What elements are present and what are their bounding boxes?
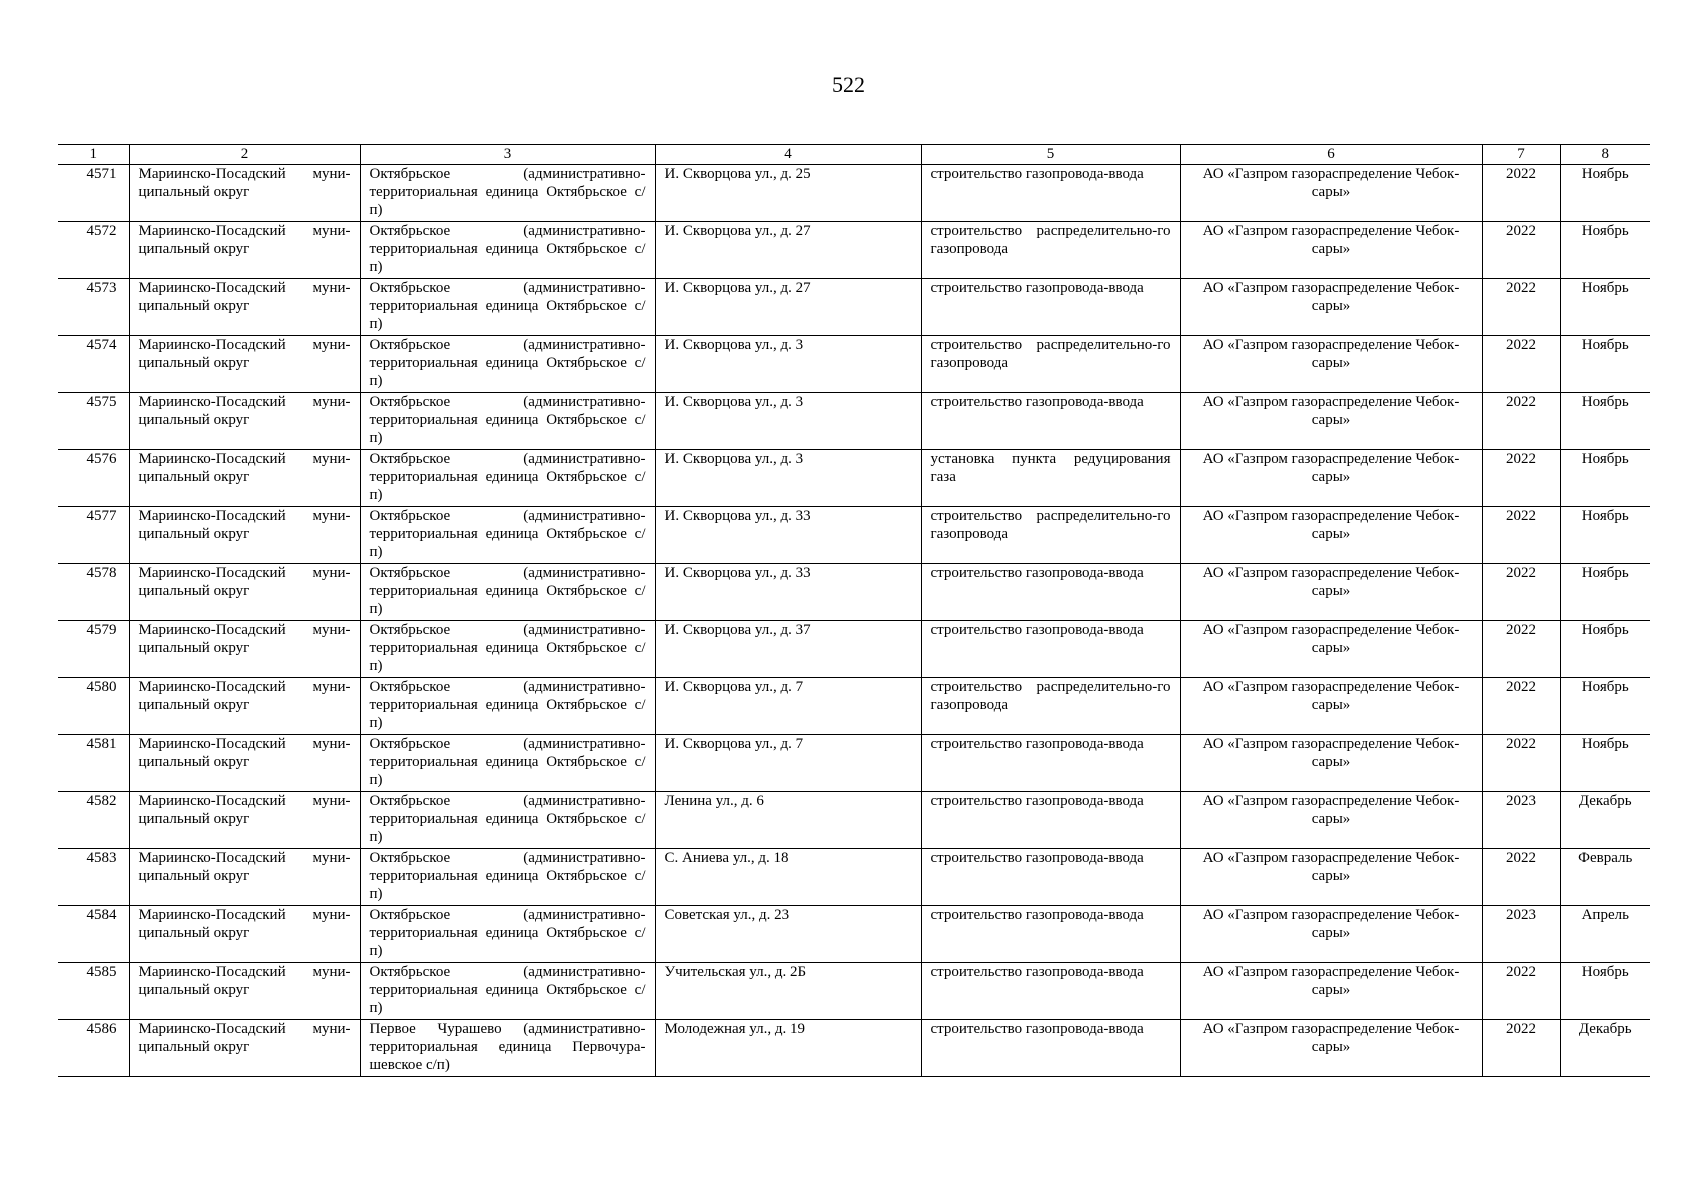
cell-organization: АО «Газпром газораспределение Чебок-сары»	[1180, 279, 1482, 336]
cell-organization: АО «Газпром газораспределение Чебок-сары»	[1180, 792, 1482, 849]
cell-organization: АО «Газпром газораспределение Чебок-сары»	[1180, 336, 1482, 393]
cell-organization: АО «Газпром газораспределение Чебок-сары»	[1180, 165, 1482, 222]
cell-month: Ноябрь	[1560, 564, 1650, 621]
cell-work-type: строительство газопровода-ввода	[921, 279, 1180, 336]
cell-month: Ноябрь	[1560, 678, 1650, 735]
cell-month: Декабрь	[1560, 1020, 1650, 1077]
cell-number: 4582	[58, 792, 129, 849]
cell-settlement: Октябрьское (административно-территориальная единица Октябрьское с/п)	[360, 678, 655, 735]
header-row	[58, 145, 1650, 165]
cell-district: Мариинско-Посадский муни-ципальный округ	[129, 906, 360, 963]
cell-organization: АО «Газпром газораспределение Чебок-сары»	[1180, 621, 1482, 678]
cell-address: И. Скворцова ул., д. 3	[655, 450, 921, 507]
cell-organization: АО «Газпром газораспределение Чебок-сары»	[1180, 393, 1482, 450]
cell-year: 2023	[1482, 792, 1560, 849]
cell-settlement: Октябрьское (административно-территориальная единица Октябрьское с/п)	[360, 393, 655, 450]
cell-organization: АО «Газпром газораспределение Чебок-сары»	[1180, 735, 1482, 792]
cell-organization: АО «Газпром газораспределение Чебок-сары»	[1180, 1020, 1482, 1077]
cell-work-type: строительство распределительно-го газопровода	[921, 222, 1180, 279]
table-row	[58, 678, 1650, 735]
cell-work-type: установка пункта редуцирования газа	[921, 450, 1180, 507]
cell-number: 4583	[58, 849, 129, 906]
cell-address: Ленина ул., д. 6	[655, 792, 921, 849]
cell-number: 4572	[58, 222, 129, 279]
column-header-1: 1	[58, 145, 129, 165]
cell-work-type: строительство распределительно-го газопровода	[921, 678, 1180, 735]
cell-month: Апрель	[1560, 906, 1650, 963]
cell-district: Мариинско-Посадский муни-ципальный округ	[129, 735, 360, 792]
cell-address: И. Скворцова ул., д. 3	[655, 393, 921, 450]
column-header-8: 8	[1560, 145, 1650, 165]
cell-district: Мариинско-Посадский муни-ципальный округ	[129, 507, 360, 564]
cell-year: 2022	[1482, 735, 1560, 792]
cell-number: 4578	[58, 564, 129, 621]
cell-address: И. Скворцова ул., д. 7	[655, 678, 921, 735]
cell-year: 2022	[1482, 621, 1560, 678]
cell-work-type: строительство распределительно-го газопровода	[921, 336, 1180, 393]
cell-month: Ноябрь	[1560, 507, 1650, 564]
cell-month: Ноябрь	[1560, 336, 1650, 393]
cell-year: 2022	[1482, 222, 1560, 279]
cell-year: 2022	[1482, 963, 1560, 1020]
cell-organization: АО «Газпром газораспределение Чебок-сары»	[1180, 849, 1482, 906]
cell-organization: АО «Газпром газораспределение Чебок-сары»	[1180, 222, 1482, 279]
cell-month: Ноябрь	[1560, 279, 1650, 336]
cell-settlement: Октябрьское (административно-территориальная единица Октябрьское с/п)	[360, 165, 655, 222]
cell-number: 4579	[58, 621, 129, 678]
cell-district: Мариинско-Посадский муни-ципальный округ	[129, 393, 360, 450]
cell-address: Советская ул., д. 23	[655, 906, 921, 963]
page-number: 522	[832, 72, 865, 97]
cell-year: 2022	[1482, 564, 1560, 621]
cell-district: Мариинско-Посадский муни-ципальный округ	[129, 621, 360, 678]
cell-year: 2022	[1482, 450, 1560, 507]
table-header	[58, 145, 1650, 165]
cell-settlement: Октябрьское (административно-территориальная единица Октябрьское с/п)	[360, 621, 655, 678]
cell-work-type: строительство газопровода-ввода	[921, 906, 1180, 963]
cell-year: 2022	[1482, 507, 1560, 564]
cell-organization: АО «Газпром газораспределение Чебок-сары»	[1180, 564, 1482, 621]
cell-settlement: Октябрьское (административно-территориальная единица Октябрьское с/п)	[360, 735, 655, 792]
cell-district: Мариинско-Посадский муни-ципальный округ	[129, 792, 360, 849]
column-header-2: 2	[129, 145, 360, 165]
cell-organization: АО «Газпром газораспределение Чебок-сары»	[1180, 450, 1482, 507]
cell-organization: АО «Газпром газораспределение Чебок-сары»	[1180, 906, 1482, 963]
cell-address: С. Аниева ул., д. 18	[655, 849, 921, 906]
cell-address: И. Скворцова ул., д. 37	[655, 621, 921, 678]
cell-work-type: строительство распределительно-го газопровода	[921, 507, 1180, 564]
cell-address: И. Скворцова ул., д. 27	[655, 279, 921, 336]
cell-settlement: Октябрьское (административно-территориальная единица Октябрьское с/п)	[360, 564, 655, 621]
cell-address: И. Скворцова ул., д. 27	[655, 222, 921, 279]
cell-work-type: строительство газопровода-ввода	[921, 735, 1180, 792]
cell-year: 2022	[1482, 393, 1560, 450]
cell-work-type: строительство газопровода-ввода	[921, 792, 1180, 849]
cell-month: Декабрь	[1560, 792, 1650, 849]
cell-district: Мариинско-Посадский муни-ципальный округ	[129, 279, 360, 336]
cell-address: И. Скворцова ул., д. 33	[655, 564, 921, 621]
cell-district: Мариинско-Посадский муни-ципальный округ	[129, 336, 360, 393]
cell-settlement: Октябрьское (административно-территориальная единица Октябрьское с/п)	[360, 450, 655, 507]
cell-work-type: строительство газопровода-ввода	[921, 165, 1180, 222]
cell-month: Ноябрь	[1560, 450, 1650, 507]
cell-settlement: Октябрьское (административно-территориальная единица Октябрьское с/п)	[360, 279, 655, 336]
cell-year: 2022	[1482, 336, 1560, 393]
cell-settlement: Октябрьское (административно-территориальная единица Октябрьское с/п)	[360, 906, 655, 963]
cell-month: Ноябрь	[1560, 222, 1650, 279]
cell-work-type: строительство газопровода-ввода	[921, 1020, 1180, 1077]
cell-settlement: Первое Чурашево (административно-территориальная единица Первочура-шевское с/п)	[360, 1020, 655, 1077]
table-row	[58, 279, 1650, 336]
cell-year: 2022	[1482, 279, 1560, 336]
cell-district: Мариинско-Посадский муни-ципальный округ	[129, 564, 360, 621]
cell-organization: АО «Газпром газораспределение Чебок-сары»	[1180, 963, 1482, 1020]
column-header-3: 3	[360, 145, 655, 165]
cell-number: 4577	[58, 507, 129, 564]
table-row	[58, 849, 1650, 906]
cell-number: 4575	[58, 393, 129, 450]
cell-year: 2022	[1482, 165, 1560, 222]
cell-address: И. Скворцова ул., д. 33	[655, 507, 921, 564]
cell-number: 4574	[58, 336, 129, 393]
cell-number: 4576	[58, 450, 129, 507]
cell-address: И. Скворцова ул., д. 25	[655, 165, 921, 222]
cell-work-type: строительство газопровода-ввода	[921, 963, 1180, 1020]
table-row	[58, 450, 1650, 507]
cell-settlement: Октябрьское (административно-территориальная единица Октябрьское с/п)	[360, 963, 655, 1020]
table-row	[58, 564, 1650, 621]
table-row	[58, 963, 1650, 1020]
cell-district: Мариинско-Посадский муни-ципальный округ	[129, 963, 360, 1020]
cell-number: 4571	[58, 165, 129, 222]
table-row	[58, 507, 1650, 564]
column-header-5: 5	[921, 145, 1180, 165]
cell-number: 4586	[58, 1020, 129, 1077]
cell-organization: АО «Газпром газораспределение Чебок-сары»	[1180, 507, 1482, 564]
cell-work-type: строительство газопровода-ввода	[921, 849, 1180, 906]
table-row	[58, 621, 1650, 678]
cell-settlement: Октябрьское (административно-территориальная единица Октябрьское с/п)	[360, 507, 655, 564]
cell-organization: АО «Газпром газораспределение Чебок-сары»	[1180, 678, 1482, 735]
registry-table	[58, 144, 1650, 1077]
table-row	[58, 165, 1650, 222]
table-body	[58, 165, 1650, 1077]
cell-district: Мариинско-Посадский муни-ципальный округ	[129, 450, 360, 507]
cell-district: Мариинско-Посадский муни-ципальный округ	[129, 222, 360, 279]
cell-settlement: Октябрьское (административно-территориальная единица Октябрьское с/п)	[360, 849, 655, 906]
cell-number: 4585	[58, 963, 129, 1020]
cell-district: Мариинско-Посадский муни-ципальный округ	[129, 165, 360, 222]
cell-month: Ноябрь	[1560, 963, 1650, 1020]
cell-month: Ноябрь	[1560, 621, 1650, 678]
cell-address: И. Скворцова ул., д. 7	[655, 735, 921, 792]
cell-year: 2022	[1482, 1020, 1560, 1077]
cell-address: Учительская ул., д. 2Б	[655, 963, 921, 1020]
cell-settlement: Октябрьское (административно-территориальная единица Октябрьское с/п)	[360, 222, 655, 279]
cell-month: Ноябрь	[1560, 165, 1650, 222]
cell-month: Ноябрь	[1560, 735, 1650, 792]
cell-month: Ноябрь	[1560, 393, 1650, 450]
cell-district: Мариинско-Посадский муни-ципальный округ	[129, 1020, 360, 1077]
cell-number: 4581	[58, 735, 129, 792]
cell-district: Мариинско-Посадский муни-ципальный округ	[129, 849, 360, 906]
cell-address: И. Скворцова ул., д. 3	[655, 336, 921, 393]
cell-number: 4573	[58, 279, 129, 336]
cell-work-type: строительство газопровода-ввода	[921, 621, 1180, 678]
table-row	[58, 336, 1650, 393]
table-row	[58, 735, 1650, 792]
cell-work-type: строительство газопровода-ввода	[921, 564, 1180, 621]
table-row	[58, 906, 1650, 963]
table-row	[58, 792, 1650, 849]
table-row	[58, 1020, 1650, 1077]
column-header-6: 6	[1180, 145, 1482, 165]
cell-settlement: Октябрьское (административно-территориальная единица Октябрьское с/п)	[360, 792, 655, 849]
cell-number: 4580	[58, 678, 129, 735]
cell-settlement: Октябрьское (административно-территориальная единица Октябрьское с/п)	[360, 336, 655, 393]
cell-year: 2022	[1482, 678, 1560, 735]
cell-year: 2023	[1482, 906, 1560, 963]
cell-work-type: строительство газопровода-ввода	[921, 393, 1180, 450]
column-header-7: 7	[1482, 145, 1560, 165]
column-header-4: 4	[655, 145, 921, 165]
cell-month: Февраль	[1560, 849, 1650, 906]
cell-number: 4584	[58, 906, 129, 963]
cell-address: Молодежная ул., д. 19	[655, 1020, 921, 1077]
cell-district: Мариинско-Посадский муни-ципальный округ	[129, 678, 360, 735]
table-row	[58, 393, 1650, 450]
cell-year: 2022	[1482, 849, 1560, 906]
table-row	[58, 222, 1650, 279]
